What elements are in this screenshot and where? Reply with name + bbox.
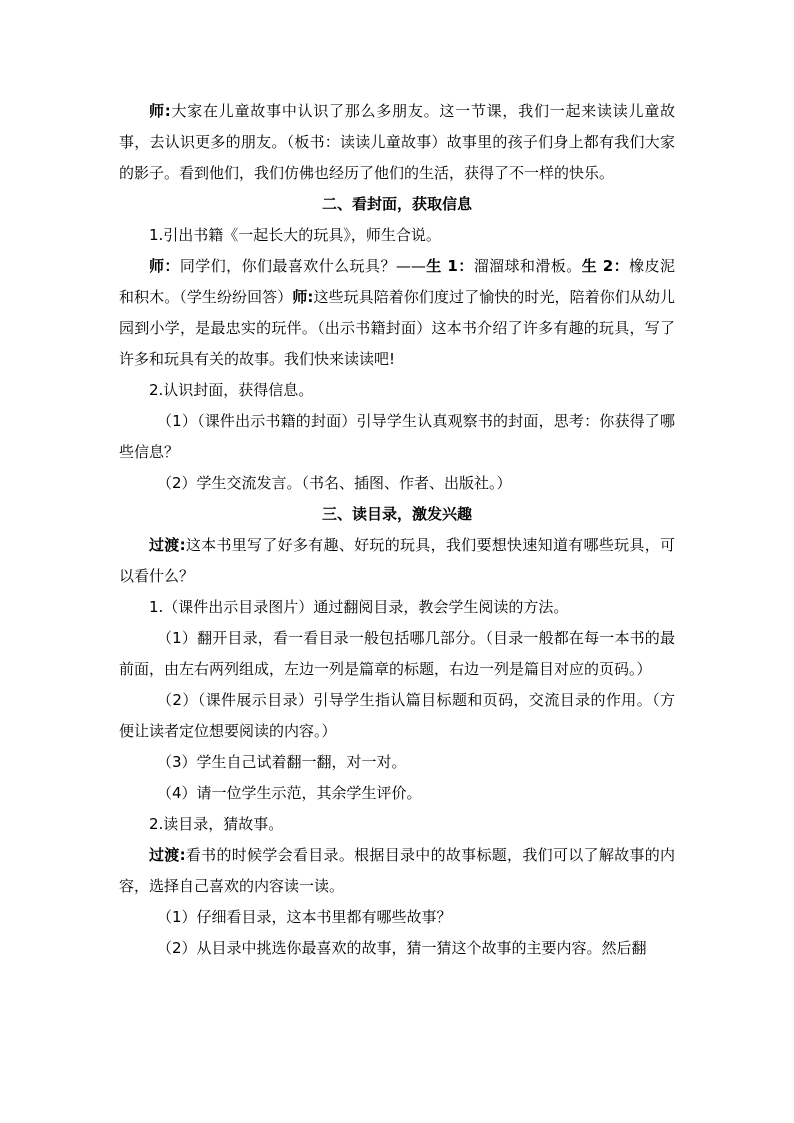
paragraph-teacher-intro [119,96,675,189]
paragraph-transition-2: 过渡:看书的时候学会看目录。根据目录中的故事标题，我们可以了解故事的内容，选择自己喜欢的内容读一读。 [119,846,675,895]
paragraph-substep-guess-2: （2）从目录中挑选你最喜欢的故事，猜一猜这个故事的主要内容。然后翻 [157,939,647,957]
document-body [119,96,675,964]
paragraph-substep-1: （1）（课件出示书籍的封面）引导学生认真观察书的封面，思考：你获得了哪些信息？ [119,412,675,461]
paragraph-step-1: 1.引出书籍《一起长大的玩具》，师生合说。 [149,226,441,244]
paragraph-substep-guess-1: （1）仔细看目录，这本书里都有哪些故事？ [157,908,452,926]
speaker-label: 过渡: [149,536,186,554]
paragraph-transition-1: 过渡:这本书里写了好多有趣、好玩的玩具，我们要想快速知道有哪些玩具，可以看什么？ [119,536,675,585]
speaker-label: 师: [149,102,171,120]
paragraph-substep-2: （2）学生交流发言。（书名、插图、作者、出版社。） [157,474,512,492]
paragraph-text: 大家在儿童故事中认识了那么多朋友。这一节课，我们一起来读读儿童故事，去认识更多的朋友。（板书：读读儿童故事）故事里的孩子们身上都有我们大家的影子。看到他们，我们仿佛也经历了他们的生活，获得了不一样的快乐。 [119,102,675,182]
paragraph-dialogue: 师：同学们，你们最喜欢什么玩具？——生 1：溜溜球和滑板。生 2：橡皮泥和积木。（学生纷纷回答）师:这些玩具陪着你们度过了愉快的时光，陪着你们从幼儿园到小学，是最忠实的玩伴。（出示书籍封面）这本书介绍了许多有趣的玩具，写了许多和玩具有关的故事。我们快来读读吧! [119,257,675,368]
paragraph-substep-contents-4: （4）请一位学生示范，其余学生评价。 [157,784,422,802]
paragraph-substep-contents-2: （2）（课件展示目录）引导学生指认篇目标题和页码，交流目录的作用。（方便让读者定位想要阅读的内容。） [119,691,675,740]
speaker-label: 生 1： [425,257,474,275]
paragraph-step-contents-1: 1.（课件出示目录图片）通过翻阅目录，教会学生阅读的方法。 [149,598,569,616]
speaker-label: 生 2： [581,257,630,275]
paragraph-step-contents-2: 2.读目录，猜故事。 [149,815,284,833]
speaker-label: 师： [149,257,180,275]
speaker-label: 师: [292,288,314,306]
section-heading-cover: 二、看封面，获取信息 [321,195,472,213]
section-heading-contents: 三、读目录，激发兴趣 [321,505,472,523]
paragraph-step-2: 2.认识封面，获得信息。 [149,381,314,399]
speaker-label: 过渡: [149,846,186,864]
paragraph-substep-contents-1: （1）翻开目录，看一看目录一般包括哪几部分。（目录一般都在每一本书的最前面，由左右两列组成，左边一列是篇章的标题，右边一列是篇目对应的页码。） [119,629,675,678]
paragraph-substep-contents-3: （3）学生自己试着翻一翻，对一对。 [157,753,407,771]
